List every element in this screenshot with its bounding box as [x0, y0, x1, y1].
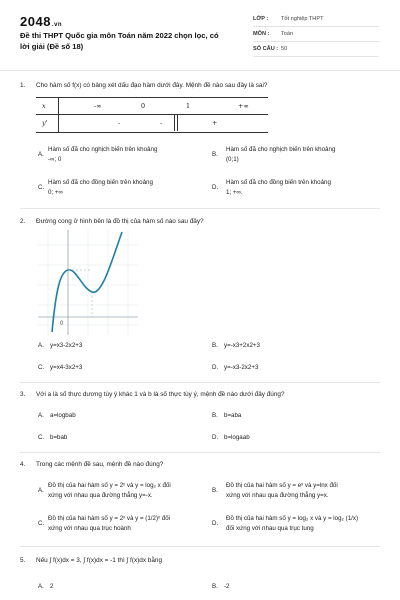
- option-text: Hàm số đã cho đồng biến trên khoảng: [48, 179, 153, 186]
- meta-value: Tốt nghiệp THPT: [281, 16, 324, 22]
- table-sign: -: [160, 119, 163, 127]
- meta-row-subject: [253, 27, 379, 42]
- question-number: 2.: [20, 218, 26, 225]
- option-letter: B.: [212, 487, 218, 494]
- question-number: 3.: [20, 391, 26, 398]
- option-text: y=-x3-2x2+3: [224, 364, 259, 371]
- table-row-divider: [36, 114, 268, 115]
- table-x-value: 1: [186, 102, 191, 110]
- option-letter: B.: [212, 342, 218, 349]
- meta-row-class: [253, 12, 379, 27]
- question-number: 4.: [20, 461, 26, 468]
- option-letter: A.: [38, 342, 44, 349]
- table-x-value: +∞: [238, 102, 249, 110]
- option-text: -2: [224, 583, 230, 590]
- option-letter: C.: [38, 184, 45, 191]
- option-letter: B.: [212, 412, 218, 419]
- question-text: Nếu ∫ f(x)dx = 3, ∫ f(x)dx = -1 thì ∫ f(x)dx bằng: [36, 557, 163, 564]
- table-sign: -: [118, 119, 121, 127]
- option-text: y=x4-3x2+3: [50, 364, 83, 371]
- table-x-value: -∞: [94, 102, 102, 110]
- option-letter: B.: [212, 151, 218, 158]
- header-divider: [0, 70, 400, 71]
- option-text: a=logbab: [50, 412, 76, 419]
- option-letter: A.: [38, 583, 44, 590]
- meta-row-count: [253, 42, 379, 57]
- question-number: 5.: [20, 557, 26, 564]
- option-letter: C.: [38, 364, 45, 371]
- table-y-label: y': [42, 119, 48, 127]
- logo-suffix: .vn: [51, 22, 63, 28]
- option-letter: D.: [212, 434, 219, 441]
- question-text: Cho hàm số f(x) có bảng xét dấu đạo hàm dưới đây. Mệnh đề nào sau đây là sai?: [36, 82, 268, 89]
- logo-text: 2048: [20, 14, 51, 29]
- option-text: 2: [50, 583, 54, 590]
- table-x-value: 0: [141, 102, 146, 110]
- option-text: -∞; 0: [48, 156, 62, 163]
- exam-title: Đề thi THPT Quốc gia môn Toán năm 2022 chọn lọc, có lời giải (Đề số 18): [20, 31, 219, 51]
- question-divider: [20, 452, 380, 453]
- option-text: 0; +∞: [48, 189, 63, 196]
- option-text: Đồ thị của hai hàm số y = 2ˣ và y = log₂ x đối: [48, 482, 171, 489]
- option-letter: C.: [38, 434, 45, 441]
- option-letter: D.: [212, 184, 219, 191]
- option-text: Đồ thị của hai hàm số y = log₂ x và y = log₂ (1/x): [226, 515, 359, 522]
- option-text: Hàm số đã cho nghịch biến trên khoảng: [48, 146, 158, 153]
- option-letter: A.: [38, 151, 44, 158]
- option-text: Hàm số đã cho đồng biến trên khoảng: [226, 179, 331, 186]
- option-letter: D.: [212, 520, 219, 527]
- option-letter: D.: [212, 364, 219, 371]
- sign-table: [36, 97, 268, 133]
- option-letter: A.: [38, 487, 44, 494]
- option-text: 1; +∞.: [226, 189, 243, 196]
- meta-key: MÔN :: [253, 31, 270, 37]
- option-text: xứng với nhau qua đường thẳng y=x.: [226, 492, 329, 499]
- option-text: b=aba: [224, 412, 242, 419]
- question-divider: [20, 382, 380, 383]
- question-number: 1.: [20, 82, 26, 89]
- table-x-label: x: [42, 102, 46, 110]
- option-text: Đồ thị của hai hàm số y = eˣ và y=lnx đối: [226, 482, 338, 489]
- question-text: Với a là số thực dương tùy ý khác 1 và b là số thực tùy ý, mệnh đề nào dưới đây đúng?: [36, 391, 285, 398]
- option-text: b=logaab: [224, 434, 250, 441]
- option-text: (0;1): [226, 156, 239, 163]
- table-sign: +: [212, 119, 218, 127]
- option-letter: C.: [38, 520, 45, 527]
- meta-value: 50: [281, 46, 288, 52]
- option-text: đối xứng với nhau qua trục tung: [226, 525, 314, 532]
- question-text: Trong các mệnh đề sau, mệnh đề nào đúng?: [36, 461, 164, 468]
- exam-meta: [253, 12, 379, 57]
- option-text: y=x3-2x2+3: [50, 342, 83, 349]
- undefined-marker: [177, 115, 178, 131]
- option-text: Đồ thị của hai hàm số y = 2ˣ và y = (1/2)ˣ đối: [48, 515, 171, 522]
- origin-label: 0: [60, 321, 64, 327]
- table-col-divider: [58, 98, 59, 132]
- question-divider: [20, 546, 380, 547]
- meta-key: SỐ CÂU :: [253, 46, 279, 52]
- undefined-marker: [174, 115, 175, 131]
- option-text: y=-x3+2x2+3: [224, 342, 260, 349]
- function-graph: [38, 230, 138, 335]
- option-text: b=bab: [50, 434, 68, 441]
- option-letter: B.: [212, 583, 218, 590]
- question-text: Đường cong ở hình bên là đồ thị của hàm số nào sau đây?: [36, 218, 204, 225]
- option-letter: A.: [38, 412, 44, 419]
- site-logo[interactable]: [20, 14, 62, 29]
- option-text: Hàm số đã cho nghịch biến trên khoảng: [226, 146, 336, 153]
- option-text: xứng với nhau qua trục hoành: [48, 525, 131, 532]
- option-text: xứng với nhau qua đường thẳng y=-x.: [48, 492, 153, 499]
- question-divider: [20, 208, 380, 209]
- meta-key: LỚP :: [253, 16, 269, 22]
- meta-value: Toán: [281, 31, 294, 37]
